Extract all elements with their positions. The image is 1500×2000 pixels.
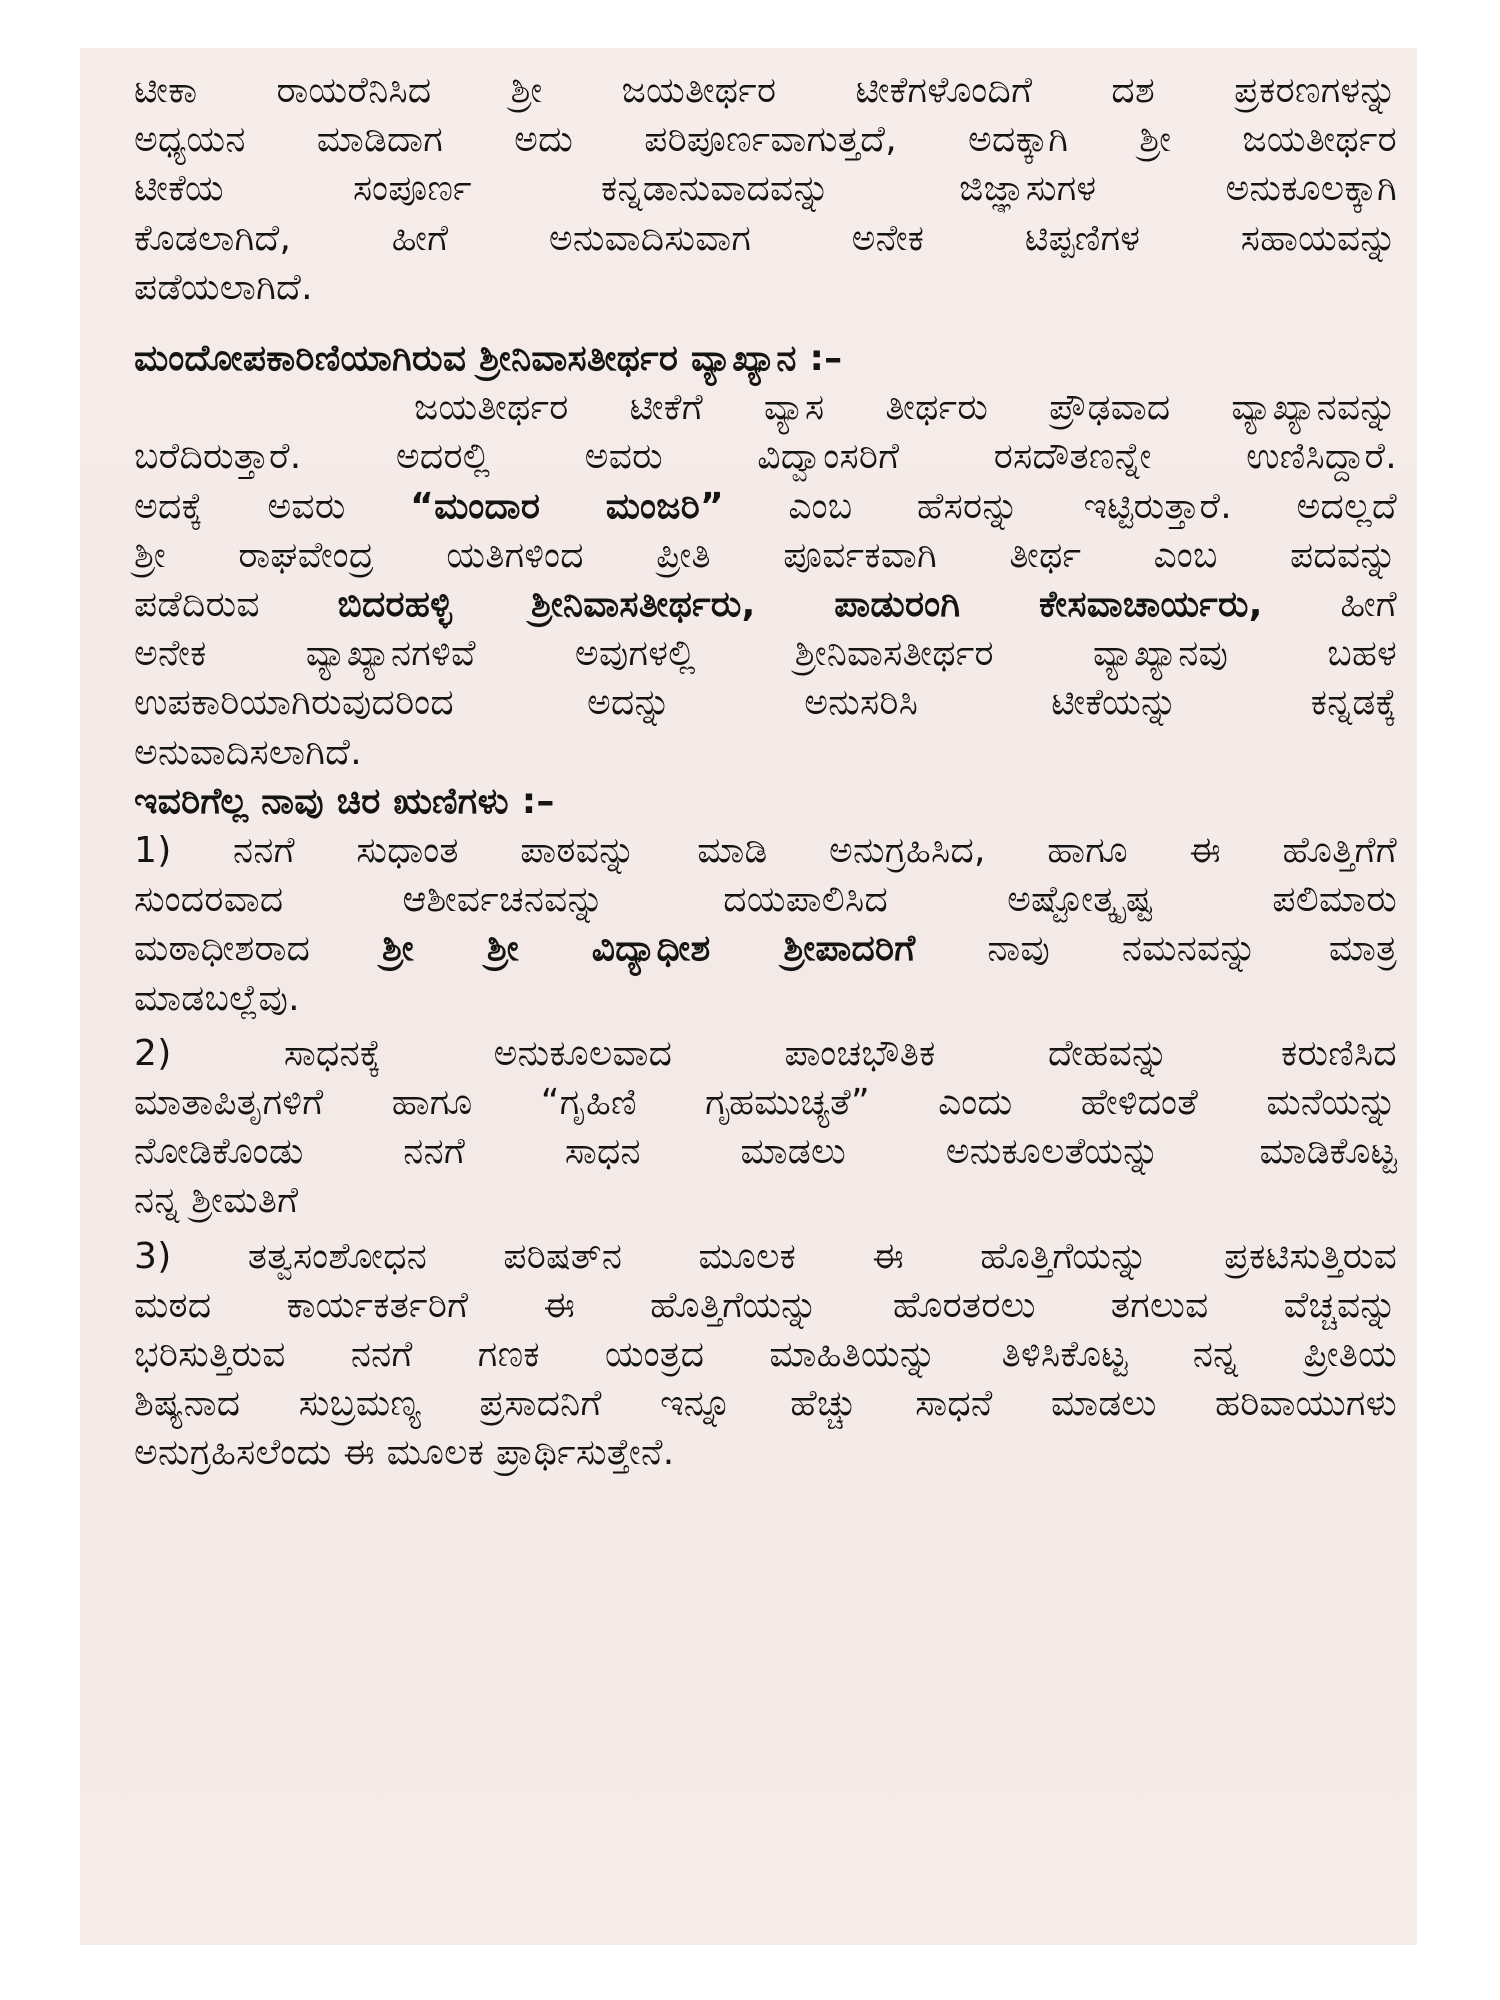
text-line xyxy=(134,580,1397,629)
gratitude-item-2 xyxy=(134,1029,1397,1226)
text-line xyxy=(134,924,1397,973)
text-line: ಮಠದ ಕಾರ್ಯಕರ್ತರಿಗೆ ಈ ಹೊತ್ತಿಗೆಯನ್ನು ಹೊರತರಲು ತಗಲುವ ವೆಚ್ಚವನ್ನು xyxy=(134,1284,1397,1326)
text-line: 3) ತತ್ವಸಂಶೋಧನ ಪರಿಷತ್‌ನ ಮೂಲಕ ಈ ಹೊತ್ತಿಗೆಯನ್ನು ಪ್ರಕಟಿಸುತ್ತಿರುವ xyxy=(134,1235,1397,1277)
text-line: ಉಪಕಾರಿಯಾಗಿರುವುದರಿಂದ ಅದನ್ನು ಅನುಸರಿಸಿ ಟೀಕೆಯನ್ನು ಕನ್ನಡಕ್ಕೆ xyxy=(134,682,1397,724)
text-line: ಭರಿಸುತ್ತಿರುವ ನನಗೆ ಗಣಕ ಯಂತ್ರದ ಮಾಹಿತಿಯನ್ನು ತಿಳಿಸಿಕೊಟ್ಟ ನನ್ನ ಪ್ರೀತಿಯ xyxy=(134,1334,1397,1376)
text-line: ಬರೆದಿರುತ್ತಾರೆ. ಅದರಲ್ಲಿ ಅವರು ವಿದ್ವಾಂಸರಿಗೆ ರಸದೌತಣನ್ನೇ ಉಣಿಸಿದ್ದಾರೆ. xyxy=(134,436,1397,478)
paragraph-intro xyxy=(134,66,1397,312)
gratitude-item-1 xyxy=(134,826,1397,1023)
text-line: ಮಾಡಬಲ್ಲೆವು. xyxy=(134,977,300,1019)
text-run: ಮಠಾಧೀಶರಾದ xyxy=(134,928,382,970)
text-run: ಎಂಬ ಹೆಸರನ್ನು ಇಟ್ಟಿರುತ್ತಾರೆ. ಅದಲ್ಲದೆ xyxy=(723,485,1397,527)
text-line: ಅನುವಾದಿಸಲಾಗಿದೆ. xyxy=(134,731,362,773)
gratitude-item-3 xyxy=(134,1232,1397,1478)
text-line: ಮಾತಾಪಿತೃಗಳಿಗೆ ಹಾಗೂ “ಗೃಹಿಣಿ ಗೃಹಮುಚ್ಯತೆ” ಎಂದು ಹೇಳಿದಂತೆ ಮನೆಯನ್ನು xyxy=(134,1082,1397,1124)
text-run: ಹೀಗೆ xyxy=(1262,584,1398,626)
quoted-title: “ಮಂದಾರ ಮಂಜರಿ” xyxy=(410,485,724,527)
text-run: ಪಡೆದಿರುವ xyxy=(134,584,338,626)
text-line: ಟೀಕಾ ರಾಯರೆನಿಸಿದ ಶ್ರೀ ಜಯತೀರ್ಥರ ಟೀಕೆಗಳೊಂದಿಗೆ ದಶ ಪ್ರಕರಣಗಳನ್ನು xyxy=(134,70,1397,111)
section-heading-gratitude: ಇವರಿಗೆಲ್ಲ ನಾವು ಚಿರ ಋಣಿಗಳು :– xyxy=(134,780,555,822)
text-line: ಶಿಷ್ಯನಾದ ಸುಬ್ರಮಣ್ಯ ಪ್ರಸಾದನಿಗೆ ಇನ್ನೂ ಹೆಚ್ಚು ಸಾಧನೆ ಮಾಡಲು ಹರಿವಾಯುಗಳು xyxy=(134,1383,1397,1425)
bold-name: ಶ್ರೀ ಶ್ರೀ ವಿದ್ಯಾಧೀಶ ಶ್ರೀಪಾದರಿಗೆ xyxy=(381,928,916,970)
text-line: ನೋಡಿಕೊಂಡು ನನಗೆ ಸಾಧನ ಮಾಡಲು ಅನುಕೂಲತೆಯನ್ನು ಮಾಡಿಕೊಟ್ಟ xyxy=(134,1131,1397,1173)
text-line xyxy=(134,482,1397,531)
text-line: ಕೊಡಲಾಗಿದೆ, ಹೀಗೆ ಅನುವಾದಿಸುವಾಗ ಅನೇಕ ಟಿಪ್ಪಣಿಗಳ ಸಹಾಯವನ್ನು xyxy=(134,217,1397,259)
text-line: ಟೀಕೆಯ ಸಂಪೂರ್ಣ ಕನ್ನಡಾನುವಾದವನ್ನು ಜಿಜ್ಞಾಸುಗಳ ಅನುಕೂಲಕ್ಕಾಗಿ xyxy=(134,168,1397,210)
text-run: ಅದಕ್ಕೆ ಅವರು xyxy=(134,485,411,527)
text-line: ಅನುಗ್ರಹಿಸಲೆಂದು ಈ ಮೂಲಕ ಪ್ರಾರ್ಥಿಸುತ್ತೇನೆ. xyxy=(134,1432,675,1474)
section-heading-commentary: ಮಂದೋಪಕಾರಿಣಿಯಾಗಿರುವ ಶ್ರೀನಿವಾಸತೀರ್ಥರ ವ್ಯಾಖ್ಯಾನ :– xyxy=(134,338,843,380)
text-line: ಸುಂದರವಾದ ಆಶೀರ್ವಚನವನ್ನು ದಯಪಾಲಿಸಿದ ಅಷ್ಟೋತ್ಕೃಷ್ಟ ಪಲಿಮಾರು xyxy=(134,879,1397,921)
bold-names: ಬಿದರಹಳ್ಳಿ ಶ್ರೀನಿವಾಸತೀರ್ಥರು, ಪಾಡುರಂಗಿ ಕೇಸವಾಚಾರ್ಯರು, xyxy=(337,584,1263,626)
text-line: ಜಯತೀರ್ಥರ ಟೀಕೆಗೆ ವ್ಯಾಸ ತೀರ್ಥರು ಪ್ರೌಢವಾದ ವ್ಯಾಖ್ಯಾನವನ್ನು xyxy=(414,387,1397,429)
text-line: ಅಧ್ಯಯನ ಮಾಡಿದಾಗ ಅದು ಪರಿಪೂರ್ಣವಾಗುತ್ತದೆ, ಅದಕ್ಕಾಗಿ ಶ್ರೀ ಜಯತೀರ್ಥರ xyxy=(134,119,1397,161)
paragraph-commentary xyxy=(134,383,1397,777)
text-line: ಪಡೆಯಲಾಗಿದೆ. xyxy=(134,266,313,308)
scanned-page xyxy=(80,48,1417,1945)
text-line: ಅನೇಕ ವ್ಯಾಖ್ಯಾನಗಳಿವೆ ಅವುಗಳಲ್ಲಿ ಶ್ರೀನಿವಾಸತೀರ್ಥರ ವ್ಯಾಖ್ಯಾನವು ಬಹಳ xyxy=(134,633,1397,675)
text-run: ನಾವು ನಮನವನ್ನು ಮಾತ್ರ xyxy=(915,928,1397,970)
text-line: ಶ್ರೀ ರಾಘವೇಂದ್ರ ಯತಿಗಳಿಂದ ಪ್ರೀತಿ ಪೂರ್ವಕವಾಗಿ ತೀರ್ಥ ಎಂಬ ಪದವನ್ನು xyxy=(134,534,1397,576)
text-line: 2) ಸಾಧನಕ್ಕೆ ಅನುಕೂಲವಾದ ಪಾಂಚಭೌತಿಕ ದೇಹವನ್ನು ಕರುಣಿಸಿದ xyxy=(134,1032,1397,1074)
text-line: ನನ್ನ ಶ್ರೀಮತಿಗೆ xyxy=(134,1180,299,1222)
text-line: 1) ನನಗೆ ಸುಧಾಂತ ಪಾಠವನ್ನು ಮಾಡಿ ಅನುಗ್ರಹಿಸಿದ, ಹಾಗೂ ಈ ಹೊತ್ತಿಗೆಗೆ xyxy=(134,830,1397,872)
